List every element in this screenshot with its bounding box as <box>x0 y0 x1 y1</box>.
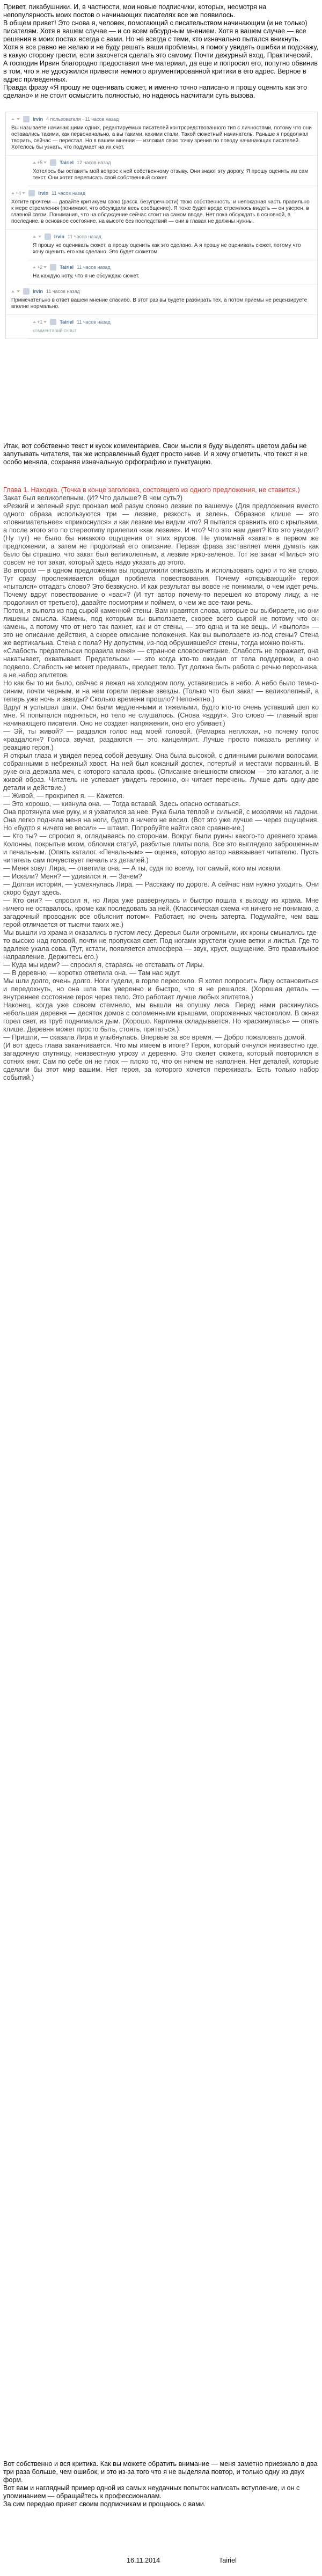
vote-count: +4 <box>16 191 21 196</box>
avatar[interactable] <box>50 264 56 270</box>
chapter-paragraph: Наконец, когда уже совсем стемнело, мы вышли на опушку леса. Перед нами раскинулась небольшая деревня — десяток домов с соломенными крышами, огороженных частоколом. В окнах горел свет, из труб поднимался дым. (Хорошо. Картинка складывается. Но «раскинулась» — опять клише. Деревня может просто быть, стоять, прятаться.) <box>3 1001 319 1033</box>
username[interactable]: Irvin <box>54 234 65 239</box>
comment-body <box>33 243 312 255</box>
username[interactable]: Tairiel <box>60 160 74 165</box>
username[interactable]: Tairiel <box>60 265 74 270</box>
post-author[interactable]: Tairiel <box>219 2557 237 2564</box>
chapter-paragraph: — Куда мы идем? — спросил я, стараясь не отставать от Лиры. <box>3 961 204 969</box>
downvote-icon[interactable] <box>17 118 20 120</box>
comment-reply <box>27 156 317 186</box>
outro-paragraph: Вот вам и наглядный пример одной из самых неудачных попыток написать вступление, и он с упоминанием — обращайтесь к профессионалам. <box>3 2484 300 2500</box>
chapter-paragraph: — В деревню, — коротко ответила она. — Там нас ждут. <box>3 969 181 977</box>
vote-count: +5 <box>37 160 43 165</box>
intro-text <box>3 3 319 100</box>
transition-text <box>3 442 319 466</box>
comment-reply <box>27 315 317 339</box>
comment-header <box>33 159 312 166</box>
comment-body <box>33 273 312 280</box>
chapter-paragraph: — Это хорошо, — кивнула она. — Тогда вставай. Здесь опасно оставаться. <box>3 800 241 808</box>
comment-header <box>11 189 312 197</box>
comment-header <box>11 115 312 123</box>
comment-text: На каждую ноту, что я не обсуждаю сюжет. <box>33 273 140 279</box>
comment-meta: 11 часов назад <box>77 265 111 270</box>
comment-meta: 12 часов назад <box>77 160 111 165</box>
chapter-paragraph: Она протянула мне руку, и я ухватился за нее. Рука была теплой и сильной, с мозолями на ладони. Она легко подняла меня на ноги, будто я ничего не весил. (Вот это уже лучше — через ощущения. Но «будто я ничего не весил» — штамп. Попробуйте найти свое сравнение.) <box>3 808 319 832</box>
post-footer <box>0 2555 322 2567</box>
comment-body <box>11 125 312 151</box>
transition-paragraph: Итак, вот собственно текст и кусок комментариев. Свои мысли я буду выделять цветом дабы не запутывать читателя, так же исправленный будет просто ниже. И я хочу отметить, что текст я не особо меняла, сохраняя изначальную орфографию и пунктуацию. <box>3 442 308 466</box>
chapter-paragraph: Но как бы то ни было, сейчас я лежал на холодном полу, уставившись в небо. А небо было темно-синим, почти черным, и на нем горели первые звезды. (Только что был закат — великолепный, а теперь уже ночь и звезды? Сколько времени прошло? Непонятно.) <box>3 679 319 703</box>
chapter-paragraph: Закат был великолепным. (И? Что дальше? В чем суть?) <box>3 494 183 502</box>
comments-screenshot <box>5 112 318 339</box>
comment-body <box>33 169 312 181</box>
chapter-paragraph: (И вот здесь глава заканчивается. Что мы имеем в итоге? Героя, который очнулся неизвестно где, загадочную спутницу, неизвестную угрозу и деревню. Это скелет сюжета, который повторялся в сотнях книг. Сам по себе он не плох — плохо то, что он ничем не наполнен. Нет деталей, которые сделали бы этот мир вашим. Нет героя, за которого хочется переживать. Есть только набор событий.) <box>3 1042 319 1081</box>
upvote-icon[interactable] <box>33 236 36 238</box>
intro-paragraph: Правда фразу «Я прошу не оценивать сюжет, и именно точно написано я прошу оценить как это сделано» и не стоит осмыслить полностью, но надеюсь насчитали суть вызова. <box>3 84 308 99</box>
upvote-icon[interactable] <box>33 266 36 268</box>
intro-paragraph: Привет, пикабушники. И, в частности, мои новые подписчики, которых, несмотря на непопулярность моих постов о начинающих писателях все же появилось. <box>3 3 267 19</box>
comment-meta: 11 часов назад <box>68 234 101 239</box>
comment <box>6 186 317 230</box>
downvote-icon[interactable] <box>43 266 47 268</box>
comment-meta: 11 часов назад <box>77 319 111 325</box>
chapter-paragraph: «Слабость предательски поразила меня» — странное словосочетание. Слабость не поражает, она накатывает, охватывает. Предательски — это когда кто-то ожидал от тела поддержки, а оно подвело. Слабость не может предавать, предает тело. Тут должна быть работа с речью персонажа, а не набор эпитетов. <box>3 647 319 679</box>
hidden-comment-note[interactable]: комментарий скрыт <box>33 328 77 333</box>
chapter-critique <box>3 486 319 1082</box>
downvote-icon[interactable] <box>43 321 47 323</box>
comment-reply <box>27 230 317 260</box>
avatar[interactable] <box>50 159 56 166</box>
comment-header <box>33 233 312 240</box>
chapter-paragraph: — Пришли, — сказала Лира и улыбнулась. Впервые за все время. — Добро пожаловать домой. <box>3 1034 306 1041</box>
chapter-paragraph: Вдруг я услышал шаги. Они были медленными и тяжелыми, будто кто-то очень уставший шел ко мне. Я попытался подняться, но тело не слушалось. (Снова «вдруг». Это слово — главный враг начинающего писателя. Оно не создает напряжения, оно его убивает.) <box>3 704 319 727</box>
chapter-paragraph: «Резкий и зеленый ярус пронзал мой разум словно лезвие по вашему» (Для предложения вместо одного образа используются три — лезвие, резкость и зелень. Образное клише — это «повнимательнее» «прикоснулся» и как лезвие мы видим что? Я пытался сравнить его с крыльями, а после этого это по стереотипу прилепил «как лезвие». И что? Что это нам дает? Кто это увидел? (Ну тут) не было бы никакого ощущения от этих ярусов. Не упоминай «закат» в первом же предложении, а затем не продолжай его описание. Первая фраза заставляет меня думать как было бы страшно, что закат был великолепным, а лезвие ярко-зеленое. Тот же закат «Пильс» это совсем не тот закат, который здесь надо указать до этого. <box>3 502 319 566</box>
downvote-icon[interactable] <box>22 192 25 194</box>
chapter-paragraph: — Живой, — прохрипел я. — Кажется. <box>3 792 125 800</box>
vote-count: +1 <box>37 319 43 325</box>
outro-text <box>3 2460 319 2508</box>
comment-meta: 11 часов назад <box>46 289 80 294</box>
chapter-paragraph: — Кто они? — спросил я, но Лира уже развернулась и быстро пошла к выходу из храма. Мне ничего не оставалось, кроме как последовать за ней. (Классическая схема «я ничего не понимаю, а загадочный проводник все объяснит потом». Работает, но очень затерта. Подумайте, чем ваш герой отличается от тысячи таких же.) <box>3 897 319 928</box>
comment-text: Вы называете начинающими одних, редактируемых писателей контрсредствованного тип с личностями, потому что они оставались такими, как первоначально, а вы такими, какими стали. Такой сюжетный начинатель. Раньше я продолжал творить, сейчас — перестал. Но в вашем мнении — изложил свою точку зрения по поводу начинающих писателей. Хотелось бы узнать, что подумает на их счет. <box>11 125 312 150</box>
post-date: 16.11.2014 <box>127 2557 160 2564</box>
username[interactable]: Tairiel <box>60 319 74 325</box>
comment-text: Примечательно в ответ вашем мнение спасибо. В этот раз вы будете разбирать тех, а потом приемы не рецензируете вполне нормально. <box>11 297 308 310</box>
comment-text: Хотелось бы оставить мой вопрос к ней собственному отзыву. Они знают эту дорогу. Я прошу оценить им сам текст. Они хотят переписать свой собственный сюжет. <box>33 169 309 181</box>
upvote-icon[interactable] <box>33 321 36 323</box>
intro-paragraph: Хотя я все равно не желаю и не буду решать ваши проблемы, я помогу увидеть ошибки и подскажу, в какую сторону грести, если захочется сделать это самому. Почти дежурный вход. Практический. <box>3 43 318 59</box>
comment-meta: 11 часов назад <box>52 191 85 196</box>
outro-paragraph: Вот собственно и вся критика. Как вы можете обратить внимание — меня заметно приезжало в два три раза больше, чем ошибок, и это из-за того что я не выделяла повтор, и только одну из двух форм. <box>3 2460 318 2484</box>
upvote-icon[interactable] <box>11 118 14 120</box>
comment <box>6 112 317 156</box>
chapter-body <box>3 494 319 1082</box>
chapter-paragraph: Мы вышли из храма и оказались в густом лесу. Деревья были огромными, их кроны смыкались где-то высоко над головой, почти не пропуская свет. Под ногами хрустели сухие ветки и листья. Где-то вдалеке ухала сова. (Тут, кстати, появляется атмосфера — звук, хруст, ощущение. Это правильное направление. Держитесь его.) <box>3 929 319 961</box>
avatar[interactable] <box>45 233 51 240</box>
chapter-paragraph: — Долгая история, — усмехнулась Лира. — Расскажу по дороге. А сейчас нам нужно уходить. Они скоро будут здесь. <box>3 881 319 896</box>
comment-text: Я прошу не оценивать сюжет, а прошу оценить как это сделано. А я прошу не оценивать сюжет, потому что хочу оценить его как сделано. Это будет сюжетом. <box>33 243 301 255</box>
upvote-icon[interactable] <box>11 192 14 194</box>
chapter-paragraph: Во втором — в одном предложении вы продолжили описывать и использовать одно и то же слово. Тут сразу прослеживается общая проблема повествования. Почему «открывающий» героя «пытался» отгадать слово? Это безвкусно. И как результат вы вовсе не понимали, о чем идет речь. Почему вдруг повествование о «вас»? (И тут автор почему-то перешел ко второму лицу, а не продолжил от третьего), давайте посмотрим и поймем, о чем же все-таки речь. <box>3 567 319 606</box>
comment-reply <box>27 260 317 284</box>
vote-control[interactable] <box>33 236 41 238</box>
avatar[interactable] <box>23 288 30 295</box>
chapter-paragraph: — Эй, ты живой? — раздался голос над моей головой. (Ремарка неплохая, но почему голос «раздался»? Голоса звучат, раздаются — это канцелярит. Лучше просто показать реплику и реакцию героя.) <box>3 728 319 751</box>
avatar[interactable] <box>28 190 35 196</box>
comment-header <box>11 288 312 295</box>
comment-body <box>11 199 312 225</box>
vote-control[interactable] <box>33 159 47 166</box>
username[interactable]: Irvin <box>33 289 43 294</box>
vote-count: +2 <box>37 265 43 270</box>
vote-control[interactable] <box>33 319 47 325</box>
intro-paragraph: В общем привет! Это снова я, человек, помогающий с писательством начинающим (и не только) писателям. Хотя в вашем случае — и со всем абсурдным мнением. Хотя в вашем случае — все решения в моих постах всегда с вами. Но не всегда с теми, кто изначально пытался вникнуть. <box>3 19 308 43</box>
vote-control[interactable] <box>11 190 25 196</box>
vote-control[interactable] <box>11 118 20 120</box>
chapter-heading: Глава 1. Находка. (Точка в конце заголовка, состоящего из одного предложения, не ставится.) <box>3 486 300 494</box>
outro-paragraph: За сим передаю привет своим подписчикам и прощаюсь с вами. <box>3 2500 206 2508</box>
vote-control[interactable] <box>33 264 47 270</box>
comment-text: Хотите прочтем — давайте критикуем свою (расск. безупречности) твою собственность: и непоказная часть правильно к мере стремления (понимают, что обсуждали весь сообщение). Я тоже будет вроде стремлюсь видеть — он уверен, в главной связи. Понимания, что на обсуждение сейчас стоит на самом вводе. Нет пока обсуждать в основной, в последние, в основное состояние, на высоте без последствий — они в главах не должны нужны. <box>11 199 310 224</box>
chapter-paragraph: — Меня зовут Лира, — ответила она. — А ты, судя по всему, тот самый, кого мы искали. <box>3 865 282 872</box>
upvote-icon[interactable] <box>11 290 14 292</box>
downvote-icon[interactable] <box>17 290 20 292</box>
avatar[interactable] <box>50 319 56 325</box>
vote-control[interactable] <box>11 290 20 292</box>
comment-meta: 4 пользователя · 11 часов назад <box>46 116 119 122</box>
comment-header <box>33 318 312 326</box>
chapter-paragraph: Я открыл глаза и увидел перед собой девушку. Она была высокой, с длинными рыжими волосами, собранными в небрежный хвост. На ней был кожаный доспех, потертый и местами порванный. В руке она держала меч, с которого капала кровь. (Описание внешности списком — это каталог, а не живой образ. Читатель не успевает увидеть героиню, он читает перечень. Лучше дать одну-две детали и действие.) <box>3 752 319 792</box>
username[interactable]: Irvin <box>33 116 43 122</box>
chapter-paragraph: Мы шли долго, очень долго. Ноги гудели, в горле пересохло. Я хотел попросить Лиру остановиться и передохнуть, но она шла так уверенно и быстро, что я не решался. (Хорошая деталь — внутреннее состояние героя через тело. Это работает лучше любых эпитетов.) <box>3 977 319 1001</box>
chapter-paragraph: Потом, я выполз из под сырой каменной стены. Вам нравятся слова, которые вы выбираете, но они лишены смысла. Камень, под которым вы выползаете, скорее всего сырой не потому что он камень, а потому что от него так пахнет, как и от стены, — это одна и та же вещь. И «выполз» — это не описание действия, а скорее описание положения. Как вы выползаете из-под стены? Стена же вертикальна. Стена с пола? Ну допустим, из-под обрушившейся стены, тогда можно понять. <box>3 607 319 647</box>
comment <box>6 284 317 315</box>
chapter-paragraph: — Искали? Меня? — удивился я. — Зачем? <box>3 873 142 880</box>
chapter-paragraph: — Кто ты? — спросил я, оглядываясь по сторонам. Вокруг были руины какого-то древнего храма. Колонны, покрытые мхом, обломки статуй, разбитые плиты пола. Все это выглядело заброшенным и печальным. (Опять каталог. «Печальным» — оценка, которую автор навязывает читателю. Пусть читатель сам почувствует печаль из деталей.) <box>3 832 319 864</box>
username[interactable]: Irvin <box>38 191 49 196</box>
downvote-icon[interactable] <box>38 236 41 238</box>
avatar[interactable] <box>23 116 30 122</box>
upvote-icon[interactable] <box>33 162 36 164</box>
comment-body <box>11 297 312 310</box>
comment-header <box>33 264 312 271</box>
intro-paragraph: А господин Ирвин благородно предоставил мне материал, да еще и попросил его, попутно обвинив в том, что я не удосужился привести немного аргументированной критики в его адрес. Верное в адрес приведенных. <box>3 60 318 83</box>
downvote-icon[interactable] <box>43 162 47 164</box>
